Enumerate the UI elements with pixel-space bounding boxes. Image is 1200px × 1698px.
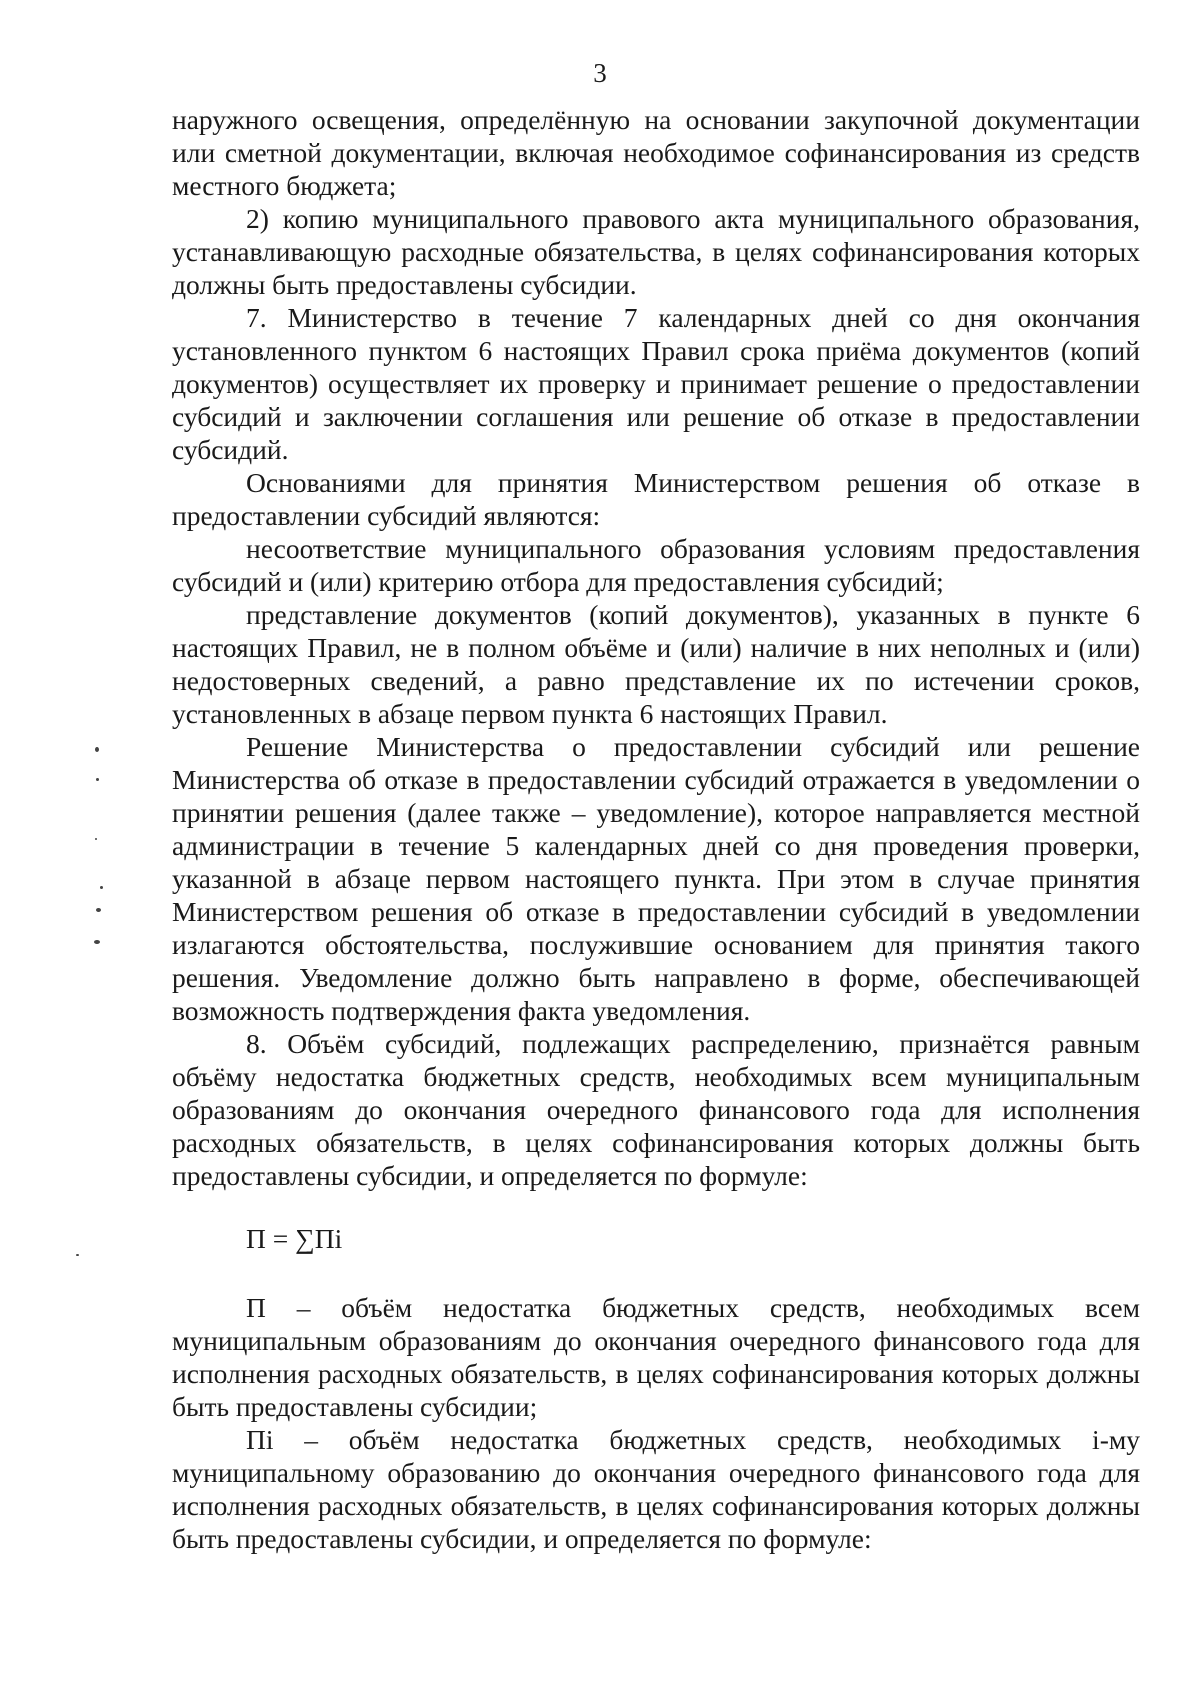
paragraph-item-2: 2) копию муниципального правового акта муниципального образования, устанавливающую расходные обязательства, в целях софинансирования которых должны быть предоставлены субсидии. — [172, 203, 1140, 300]
paragraph-ground-2: представление документов (копий документов), указанных в пункте 6 настоящих Правил, не в полном объёме и (или) наличие в них неполных и (или) недостоверных сведений, а равно представление их по истечении сроков, установленных в абзаце первом пункта 6 настоящих Правил. — [172, 599, 1140, 729]
paragraph-ground-1: несоответствие муниципального образования условиям предоставления субсидий и (или) критерию отбора для предоставления субсидий; — [172, 533, 1140, 597]
scan-speck — [95, 838, 97, 840]
scan-speck — [76, 1254, 79, 1256]
scan-speck — [95, 747, 99, 752]
paragraph-decision-notice: Решение Министерства о предоставлении субсидий или решение Министерства об отказе в предоставлении субсидий отражается в уведомлении о принятии решения (далее также – уведомление), которое направляется местной администрации в течение 5 календарных дней со дня проведения проверки, указанной в абзаце первом настоящего пункта. При этом в случае принятия Министерством решения об отказе в предоставлении субсидий в уведомлении излагаются обстоятельства, послужившие основанием для принятия такого решения. Уведомление должно быть направлено в форме, обеспечивающей возможность подтверждения факта уведомления. — [172, 731, 1140, 1026]
formula-total: П = ∑Пi — [246, 1223, 343, 1254]
document-body — [172, 103, 1140, 1555]
scan-speck — [96, 778, 99, 781]
scan-speck — [100, 886, 103, 889]
paragraph-definition-p: П – объём недостатка бюджетных средств, необходимых всем муниципальным образованиям до окончания очередного финансового года для исполнения расходных обязательств, в целях софинансирования которых должны быть предоставлены субсидии; — [172, 1292, 1140, 1422]
scan-speck — [96, 908, 101, 912]
page-number: 3 — [593, 58, 607, 88]
paragraph-continuation: наружного освещения, определённую на основании закупочной документации или сметной документации, включая необходимое софинансирования из средств местного бюджета; — [172, 104, 1140, 201]
paragraph-definition-pi: Пi – объём недостатка бюджетных средств, необходимых i-му муниципальному образованию до окончания очередного финансового года для исполнения расходных обязательств, в целях софинансирования которых должны быть предоставлены субсидии, и определяется по формуле: — [172, 1424, 1140, 1554]
paragraph-section-7: 7. Министерство в течение 7 календарных дней со дня окончания установленного пунктом 6 настоящих Правил срока приёма документов (копий документов) осуществляет их проверку и принимает решение о предоставлении субсидий и заключении соглашения или решение об отказе в предоставлении субсидий. — [172, 302, 1140, 465]
scan-speck — [94, 940, 100, 944]
paragraph-refusal-grounds: Основаниями для принятия Министерством решения об отказе в предоставлении субсидий являются: — [172, 467, 1140, 531]
paragraph-section-8: 8. Объём субсидий, подлежащих распределению, признаётся равным объёму недостатка бюджетных средств, необходимых всем муниципальным образованиям до окончания очередного финансового года для исполнения расходных обязательств, в целях софинансирования которых должны быть предоставлены субсидии, и определяется по формуле: — [172, 1028, 1140, 1191]
